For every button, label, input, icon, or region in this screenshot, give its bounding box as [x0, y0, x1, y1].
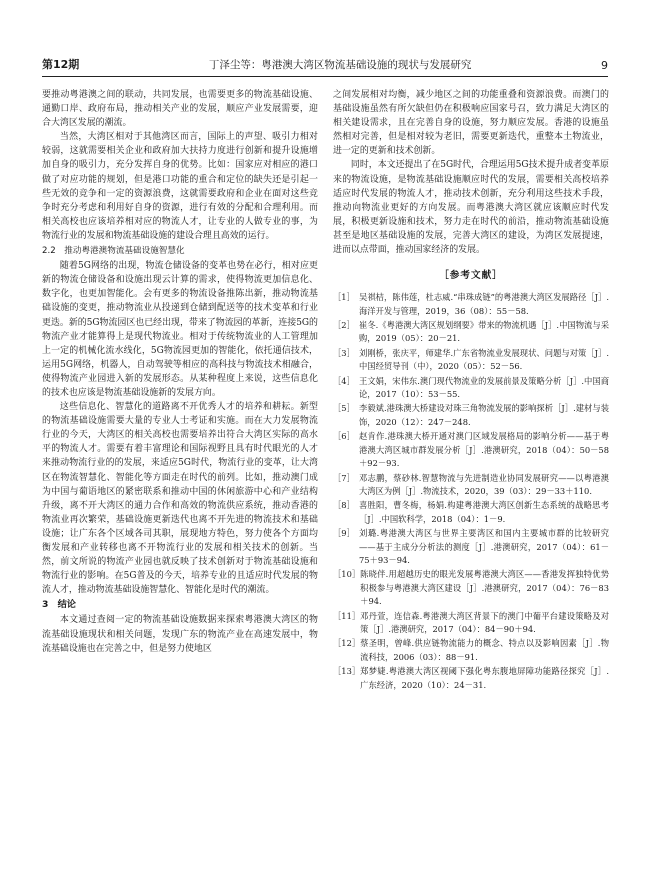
reference-item: [333, 527, 609, 567]
reference-text: 邓丹萱，连信森.粤港澳大湾区背景下的澳门中葡平台建设策略及对策［J］.港澳研究，2017（04）：84－90＋94.: [360, 610, 609, 634]
paragraph: 随着5G网络的出现，物流仓储设备的变革也势在必行，相对应更新的物流仓储设备和设施出现云计算的需求，使得物流更加信息化、数字化，也更加智能化。会有更多的物流设备推陈出新，推动物流基础设施的变更，推动物流业从投递到仓储到配送等的技术变革和行业更迭。新的5G物流园区也已经出现，带来了物流园的革新，连接5G的物流产业才能算得上是现代物流业。相对于传统物流业的人工管理加上一定的机械化流水线化，5G物流园更加的智能化，依托通信技术，运用5G网络，机器人，自动驾驶等相应的高科技与物流技术相融合，使得物流产业园进入新的发展形态。从某种程度上来说，这些信息化的技术也应该是物流基础设施新的发展方向。: [42, 261, 318, 398]
reference-text: 邓志鹏，蔡砂林.智慧物流与先进制造业协同发展研究——以粤港澳大湾区为例［J］.物流技术，2020，39（03）：29－33＋110.: [359, 472, 609, 496]
reference-number: ［4］: [333, 375, 355, 386]
reference-text: 王文娟，宋伟东.澳门现代物流业的发展前景及策略分析［J］.中国商论，2017（10）：53－55.: [359, 375, 609, 400]
reference-item: [333, 291, 609, 318]
running-title: 丁泽尘等：粤港澳大湾区物流基础设施的现状与发展研究: [208, 59, 472, 71]
reference-number: ［11］: [333, 610, 361, 621]
reference-text: 喜胜阳，曹冬梅，杨娟.构建粤港澳大湾区创新生态系统的战略思考［J］.中国软科学，2018（04）：1－9.: [359, 500, 609, 524]
reference-text: 郑梦婕.粤港澳大湾区视阈下强化粤东腹地屏障功能路径探究［J］.广东经济，2020（10）：24－31.: [360, 666, 609, 690]
reference-item: [333, 499, 609, 526]
page-number: 9: [601, 59, 608, 72]
section-heading: 3 结论: [42, 599, 76, 611]
reference-text: 赵肯作.港珠澳大桥开通对澳门区域发展格局的影响分析——基于粤港澳大湾区城市群发展分析［J］.港澳研究，2018（04）：50－58＋92－93.: [359, 431, 609, 469]
references-title: ［参考文献］: [439, 270, 503, 282]
left-column: [42, 88, 318, 868]
paragraph: 这些信息化、智慧化的道路离不开优秀人才的培养和耕耘。新型的物流基础设施需要大量的专业人士考证和实施。而在大力发展物流行业的今天，大湾区的相关高校也需要培养出符合大湾区实际的高水平的物流人才。需要有着丰富理论和国际视野且具有时代眼光的人才来推动物流行业的的发展，来适应5G时代，物流行业的变革，让大湾区在物流智慧化、智能化等方面走在时代的前列。比如，推动澳门成为中国与葡语地区的紧密联系和推动中国的休闲旅游中心和产业结构升级，离不开大湾区的通力合作和高效的物流供应系统，推动香港的物流业再次繁荣，基础设施更新迭代也离不开先进的物流技术和基础设施；让广东各个区域各司其职，展现地方特色，努力使各个方面均衡发展和产业转移也离不开物流行业的发展和相关技术的创新。当然，前文所说的物流产业园也就反映了技术创新对于物流基础设施和物流行业的影响。在5G普及的今天，培养专业的且适应时代发展的物流人才，推动物流基础设施智慧化、智能化是时代的潮流。: [42, 402, 318, 596]
reference-item: [333, 347, 609, 374]
reference-number: ［2］: [333, 320, 355, 331]
subsection-heading: 2.2 推动粤港澳物流基础设施智慧化: [42, 246, 185, 257]
right-column: [333, 88, 609, 868]
reference-number: ［6］: [333, 431, 355, 442]
page-header: [42, 54, 608, 72]
reference-item: [333, 319, 609, 346]
reference-number: ［9］: [333, 528, 355, 539]
reference-item: [333, 375, 609, 402]
reference-item: [333, 665, 609, 692]
reference-item: [333, 637, 609, 664]
reference-text: 蔡圣明，曾峰.供应链物流能力的概念、特点以及影响因素［J］.物流科技，2006（03）：88－91.: [360, 638, 609, 662]
reference-number: ［7］: [333, 472, 355, 483]
reference-number: ［1］: [333, 292, 355, 303]
reference-text: 刘璐.粤港澳大湾区与世界主要湾区和国内主要城市群的比较研究——基于主成分分析法的测度［J］.港澳研究，2017（04）：61－75＋93－94.: [359, 528, 609, 565]
reference-number: ［5］: [333, 403, 355, 414]
reference-item: [333, 610, 609, 637]
reference-item: [333, 568, 609, 608]
paragraph: 同时，本文还提出了在5G时代，合理运用5G技术提升成者变革原来的物流设施，是物流基础设施顺应时代的发展，需要相关高校培养适应时代发展的物流人才，推动技术创新，充分利用这些技术手段，推动向物流业更好的方向发展。而粤港澳大湾区就应该顺应时代发展，积极更新设施和技术，努力走在时代的前沿，推动物流基础设施甚至是地区基础设施的发展，完善大湾区的建设，为湾区发展提速，进而以点带面，推动国家经济的发展。: [333, 160, 609, 256]
reference-text: 吴祺桔，陈伟莲，杜志威.“串珠成链”的粤港澳大湾区发展路径［J］.海洋开发与管理，2019，36（08）：55－58.: [359, 292, 609, 316]
paragraph: 本文通过查阅一定的物流基础设施数据来探索粤港澳大湾区的物流基础设施现状和相关问题，发现广东的物流产业在高速发展中，物流基础设施也在完善之中，但是努力使地区: [42, 615, 318, 654]
reference-text: 崔冬.《粤港澳大湾区规划纲要》带来的物流机遇［J］.中国物流与采购，2019（05）：20－21.: [359, 320, 609, 344]
reference-item: [333, 430, 609, 470]
paragraph: 当然，大湾区相对于其他湾区而言，国际上的声望、吸引力相对较弱，这就需要相关企业和政府加大扶持力度进行创新和提升设施增加自身的吸引力，充分发挥自身的优势。比如：国家应对相应的港口做了对应功能的规划，但是港口功能的重合和定位的缺失还是引起一些无效的竞争和一定的资源浪费，这就需要政府和企业在面对这些竞争时充分考虑和利用好自身的资源，进行有效的分配和合理利用。而相关高校也应该培养相对应的物流人才，让专业的人做专业的事，为物流行业的发展和物流基础设施的建设合理且高效的运行。: [42, 132, 318, 241]
paragraph: 要推动粤港澳之间的联动，共同发展，也需要更多的物流基础设施、通勤口岸、政府布局，推动相关产业的发展，顺应产业发展需要，迎合大湾区发展的潮流。: [42, 90, 318, 129]
reference-number: ［13］: [333, 666, 361, 677]
reference-item: [333, 402, 609, 429]
reference-number: ［12］: [333, 638, 361, 649]
reference-item: [333, 472, 609, 499]
paragraph: 之间发展相对均衡，减少地区之间的功能重叠和资源浪费。而澳门的基础设施虽然有所欠缺但仍在积极响应国家号召，致力满足大湾区的相关建设需求，且在完善自身的设施，努力顺应发展。香港的设施虽然相对完善，但是相对较为老旧，需要更新迭代，重整本土物流业，进一定的更新和技术创新。: [333, 90, 609, 157]
reference-number: ［10］: [333, 569, 361, 580]
reference-number: ［8］: [333, 500, 355, 511]
reference-text: 陈晓伴.用超越历史的眼光发展粤港澳大湾区——香港发挥独特优势积极参与粤港澳大湾区建设［J］.港澳研究，2017（04）：76－83＋94.: [360, 569, 609, 607]
header-rule: [42, 76, 608, 77]
issue-label: 第12期: [42, 58, 80, 71]
reference-text: 李毅斌.港珠澳大桥建设对珠三角物流发展的影响探析［J］.建材与装饰，2020（12）：247－248.: [359, 403, 609, 427]
reference-text: 刘刚桥，张庆平，师建华.广东省物流业发展现状、问题与对策［J］.中国经贸导刊（中），2020（05）：52－56.: [359, 347, 609, 372]
reference-list: [333, 291, 609, 692]
reference-number: ［3］: [333, 347, 355, 358]
